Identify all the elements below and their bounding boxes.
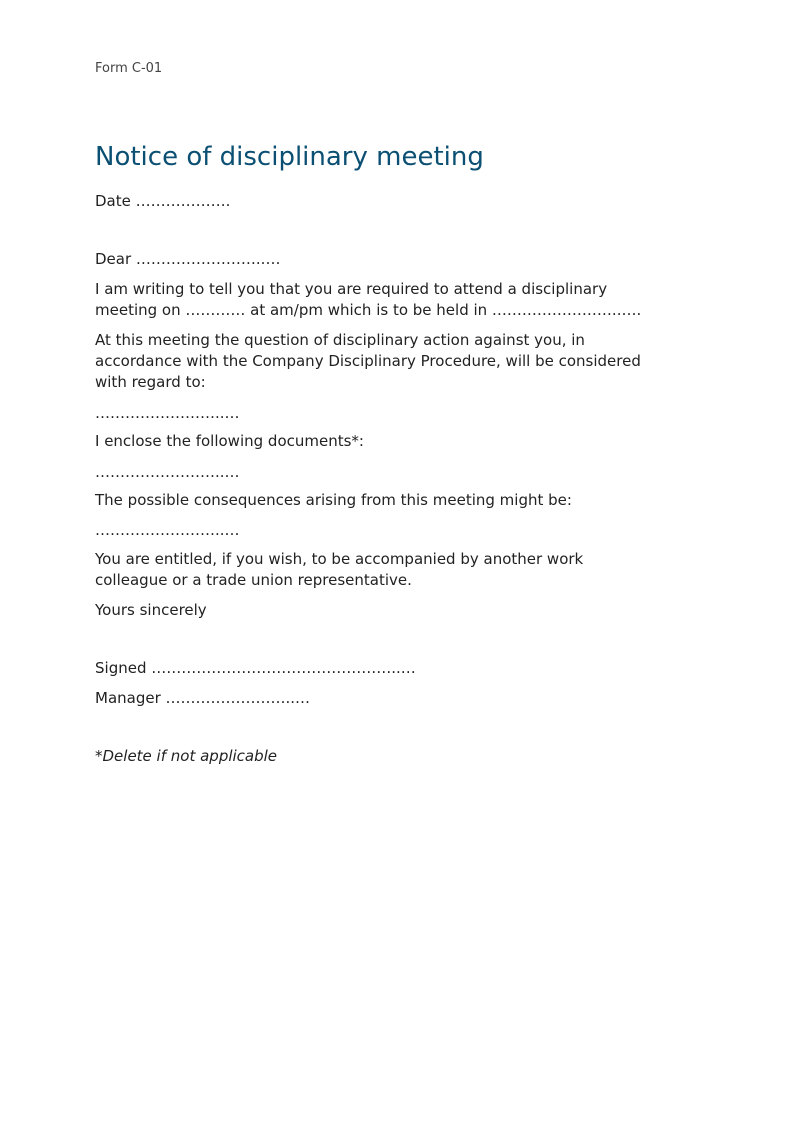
entitled-line-2: colleague or a trade union representative. <box>95 571 412 589</box>
footnote-text: Delete if not applicable <box>102 747 278 765</box>
intro-line-1: I am writing to tell you that you are required to attend a disciplinary <box>95 280 608 298</box>
question-line-2: accordance with the Company Disciplinary Procedure, will be considered <box>95 352 641 370</box>
closing-line: Yours sincerely <box>95 601 207 619</box>
form-code: Form C-01 <box>95 61 163 76</box>
page-title: Notice of disciplinary meeting <box>95 142 484 172</box>
intro-line-2: meeting on ………… at am/pm which is to be held in ……………………..…. <box>95 301 642 319</box>
question-line-3: with regard to: <box>95 373 206 391</box>
intro-paragraph <box>95 279 710 321</box>
footnote-star: * <box>95 747 103 765</box>
date-line: Date ………………. <box>95 192 231 210</box>
signed-line: Signed …………………………………………..… <box>95 659 416 677</box>
manager-line: Manager ……………………..… <box>95 689 311 707</box>
entitled-paragraph <box>95 549 710 591</box>
consequences-line: The possible consequences arising from this meeting might be: <box>95 491 572 509</box>
entitled-line-1: You are entitled, if you wish, to be accompanied by another work <box>95 550 584 568</box>
question-paragraph <box>95 330 710 393</box>
footnote <box>95 746 277 767</box>
question-line-1: At this meeting the question of disciplinary action against you, in <box>95 331 585 349</box>
salutation-line: Dear ……………………..… <box>95 250 281 268</box>
blank-consequences-field: ……………………..… <box>95 521 240 539</box>
documents-line: I enclose the following documents*: <box>95 432 364 450</box>
blank-documents-field: ……………………..… <box>95 463 240 481</box>
blank-regard-field: ……………………..… <box>95 404 240 422</box>
